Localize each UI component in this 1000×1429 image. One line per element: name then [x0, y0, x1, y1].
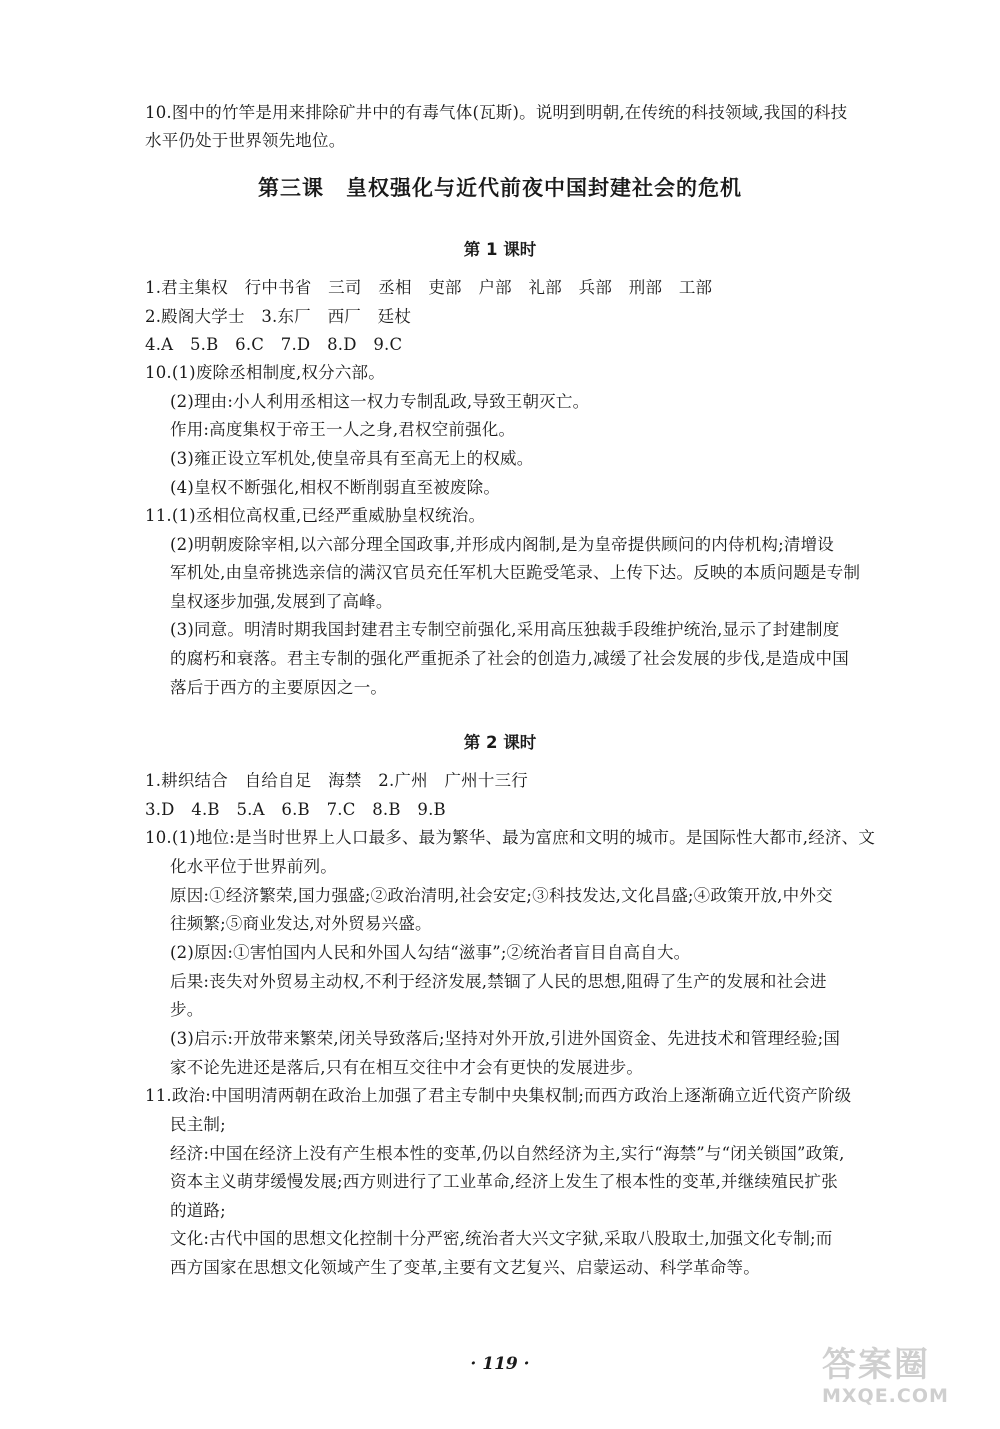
text-line: 原因:①经济繁荣,国力强盛;②政治清明,社会安定;③科技发达,文化昌盛;④政策开放,中外交: [170, 886, 833, 905]
text-line: 10.(1)地位:是当时世界上人口最多、最为繁华、最为富庶和文明的城市。是国际性大都市,经济、文: [145, 828, 876, 847]
period-1-heading: 第 1 课时: [463, 240, 537, 259]
text-line: 1.耕织结合 自给自足 海禁 2.广州 广州十三行: [145, 771, 528, 790]
text-line: 经济:中国在经济上没有产生根本性的变革,仍以自然经济为主,实行“海禁”与“闭关锁国”政策,: [170, 1144, 845, 1163]
lesson-title: 第三课 皇权强化与近代前夜中国封建社会的危机: [258, 176, 742, 200]
text-line: (2)原因:①害怕国内人民和外国人勾结“滋事”;②统治者盲目自高自大。: [170, 943, 691, 962]
text-line: 资本主义萌芽缓慢发展;西方则进行了工业革命,经济上发生了根本性的变革,并继续殖民扩张: [170, 1172, 838, 1191]
text-line: 的腐朽和衰落。君主专制的强化严重扼杀了社会的创造力,减缓了社会发展的步伐,是造成中国: [170, 649, 849, 668]
text-line: 皇权逐步加强,发展到了高峰。: [170, 592, 393, 611]
text-line: (2)理由:小人利用丞相这一权力专制乱政,导致王朝灭亡。: [170, 392, 590, 411]
text-line: 后果:丧失对外贸易主动权,不利于经济发展,禁锢了人民的思想,阻碍了生产的发展和社会进: [170, 972, 827, 991]
text-line: 往频繁;⑤商业发达,对外贸易兴盛。: [170, 914, 432, 933]
text-line: 军机处,由皇帝挑选亲信的满汉官员充任军机大臣跪受笔录、上传下达。反映的本质问题是专制: [170, 563, 861, 582]
text-line: 步。: [170, 1000, 204, 1019]
text-line: 11.(1)丞相位高权重,已经严重威胁皇权统治。: [145, 506, 486, 525]
text-line: (3)同意。明清时期我国封建君主专制空前强化,采用高压独裁手段维护统治,显示了封建制度: [170, 620, 840, 639]
text-line: 4.A 5.B 6.C 7.D 8.D 9.C: [145, 335, 403, 354]
text-line: 的道路;: [170, 1201, 226, 1220]
text-line: 2.殿阁大学士 3.东厂 西厂 廷杖: [145, 307, 412, 326]
text-line: 落后于西方的主要原因之一。: [170, 678, 388, 697]
watermark: [822, 1345, 972, 1415]
text-line: 家不论先进还是落后,只有在相互交往中才会有更快的发展进步。: [170, 1058, 644, 1077]
page-number: · 119 ·: [470, 1354, 530, 1374]
text-line: 西方国家在思想文化领域产生了变革,主要有文艺复兴、启蒙运动、科学革命等。: [170, 1258, 760, 1277]
text-line: 11.政治:中国明清两朝在政治上加强了君主专制中央集权制;而西方政治上逐渐确立近代资产阶级: [145, 1086, 852, 1105]
period-2-heading: 第 2 课时: [463, 733, 537, 752]
text-line: 10.图中的竹竿是用来排除矿井中的有毒气体(瓦斯)。说明到明朝,在传统的科技领域,我国的科技: [145, 103, 848, 122]
text-line: (3)雍正设立军机处,使皇帝具有至高无上的权威。: [170, 449, 534, 468]
text-line: 文化:古代中国的思想文化控制十分严密,统治者大兴文字狱,采取八股取士,加强文化专制;而: [170, 1229, 833, 1248]
watermark-site: MXQE.COM: [822, 1385, 949, 1407]
watermark-logo: 答案圈: [822, 1345, 930, 1385]
text-line: 3.D 4.B 5.A 6.B 7.C 8.B 9.B: [145, 800, 446, 819]
text-line: 作用:高度集权于帝王一人之身,君权空前强化。: [170, 420, 516, 439]
text-line: (4)皇权不断强化,相权不断削弱直至被废除。: [170, 478, 501, 497]
text-line: 化水平位于世界前列。: [170, 857, 337, 876]
text-line: 民主制;: [170, 1115, 226, 1134]
text-line: 1.君主集权 行中书省 三司 丞相 吏部 户部 礼部 兵部 刑部 工部: [145, 278, 713, 297]
text-line: (3)启示:开放带来繁荣,闭关导致落后;坚持对外开放,引进外国资金、先进技术和管理经验;国: [170, 1029, 841, 1048]
text-line: (2)明朝废除宰相,以六部分理全国政事,并形成内阁制,是为皇帝提供顾问的内侍机构;清增设: [170, 535, 834, 554]
text-line: 水平仍处于世界领先地位。: [145, 131, 346, 150]
text-line: 10.(1)废除丞相制度,权分六部。: [145, 363, 385, 382]
